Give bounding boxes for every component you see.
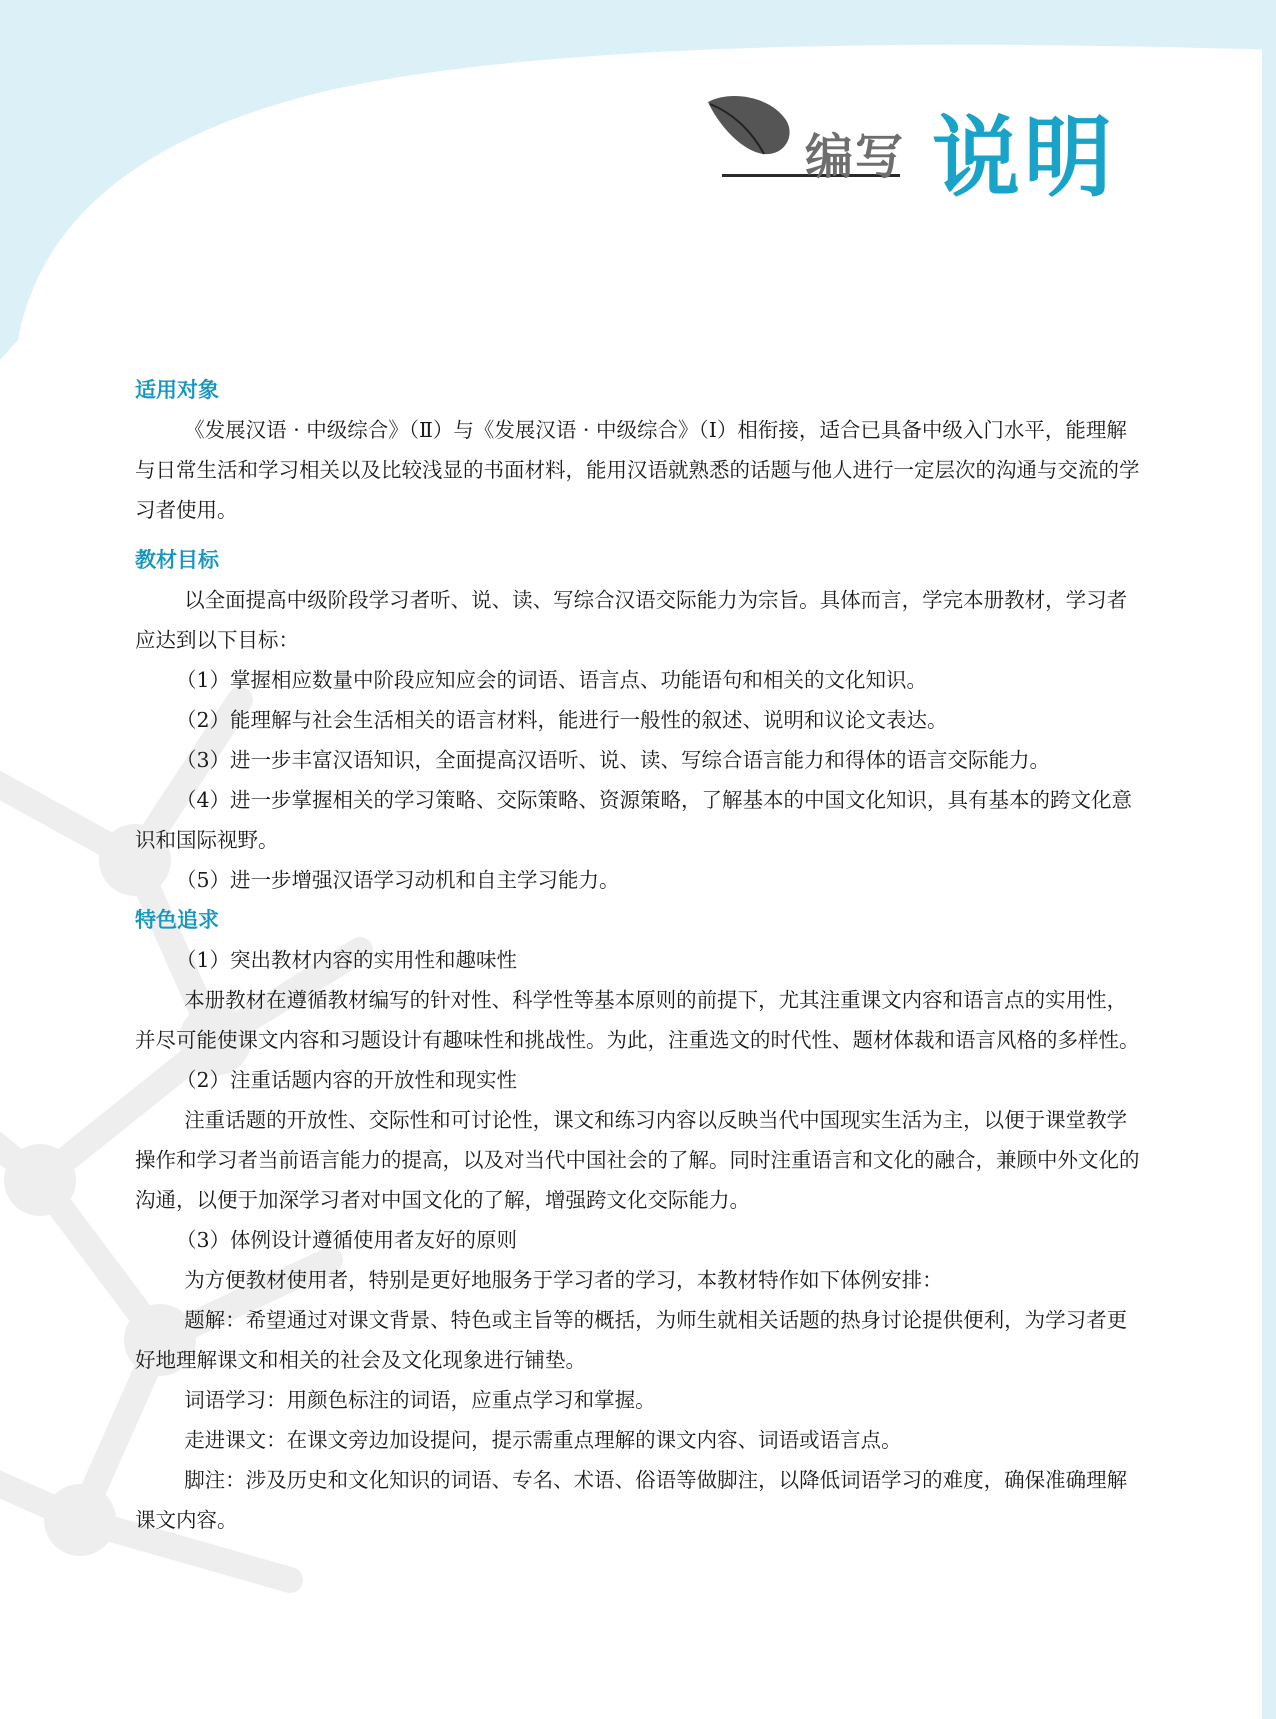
section-heading: 教材目标	[135, 548, 219, 572]
feather-icon	[700, 88, 800, 168]
list-item: （5）进一步增强汉语学习动机和自主学习能力。	[176, 868, 620, 892]
page-header	[700, 88, 1170, 208]
sub-heading: （1）突出教材内容的实用性和趣味性	[176, 948, 518, 972]
paragraph: 为方便教材使用者，特别是更好地服务于学习者的学习，本教材特作如下体例安排：	[184, 1268, 943, 1292]
paragraph: 《发展汉语 · 中级综合》（Ⅱ）与《发展汉语 · 中级综合》（Ⅰ）相衔接，适合已具备中级入门水平，能理解与日常生活和学习相关以及比较浅显的书面材料，能用汉语就熟悉的话题与他人进行一定层次的沟通与交流的学习者使用。	[135, 418, 1140, 522]
paragraph: 题解：希望通过对课文背景、特色或主旨等的概括，为师生就相关话题的热身讨论提供便利，为学习者更好地理解课文和相关的社会及文化现象进行铺垫。	[135, 1308, 1128, 1372]
paragraph: 注重话题的开放性、交际性和可讨论性，课文和练习内容以反映当代中国现实生活为主，以便于课堂教学操作和学习者当前语言能力的提高，以及对当代中国社会的了解。同时注重语言和文化的融合，兼顾中外文化的沟通，以便于加深学习者对中国文化的了解，增强跨文化交际能力。	[135, 1108, 1140, 1212]
list-item: （3）进一步丰富汉语知识，全面提高汉语听、说、读、写综合语言能力和得体的语言交际能力。	[176, 748, 1051, 772]
sub-heading: （2）注重话题内容的开放性和现实性	[176, 1068, 518, 1092]
section-heading: 适用对象	[135, 378, 219, 402]
section-heading: 特色追求	[135, 908, 219, 932]
list-item: （2）能理解与社会生活相关的语言材料，能进行一般性的叙述、说明和议论文表达。	[176, 708, 948, 732]
list-item: （1）掌握相应数量中阶段应知应会的词语、语言点、功能语句和相关的文化知识。	[176, 668, 928, 692]
right-edge-strip	[1262, 0, 1276, 1719]
paragraph: 词语学习：用颜色标注的词语，应重点学习和掌握。	[184, 1388, 656, 1412]
header-title-small: 编写	[805, 129, 906, 185]
sub-heading: （3）体例设计遵循使用者友好的原则	[176, 1228, 518, 1252]
paragraph: 以全面提高中级阶段学习者听、说、读、写综合汉语交际能力为宗旨。具体而言，学完本册教材，学习者应达到以下目标：	[135, 588, 1128, 652]
paragraph: 走进课文：在课文旁边加设提问，提示需重点理解的课文内容、词语或语言点。	[184, 1428, 902, 1452]
paragraph: 脚注：涉及历史和文化知识的词语、专名、术语、俗语等做脚注，以降低词语学习的难度，确保准确理解课文内容。	[135, 1468, 1128, 1532]
list-item: （4）进一步掌握相关的学习策略、交际策略、资源策略，了解基本的中国文化知识，具有基本的跨文化意识和国际视野。	[135, 788, 1133, 852]
main-content	[135, 370, 1140, 1540]
header-title-big: 说明	[932, 106, 1117, 209]
paragraph: 本册教材在遵循教材编写的针对性、科学性等基本原则的前提下，尤其注重课文内容和语言点的实用性，并尽可能使课文内容和习题设计有趣味性和挑战性。为此，注重选文的时代性、题材体裁和语言风格的多样性。	[135, 988, 1140, 1052]
